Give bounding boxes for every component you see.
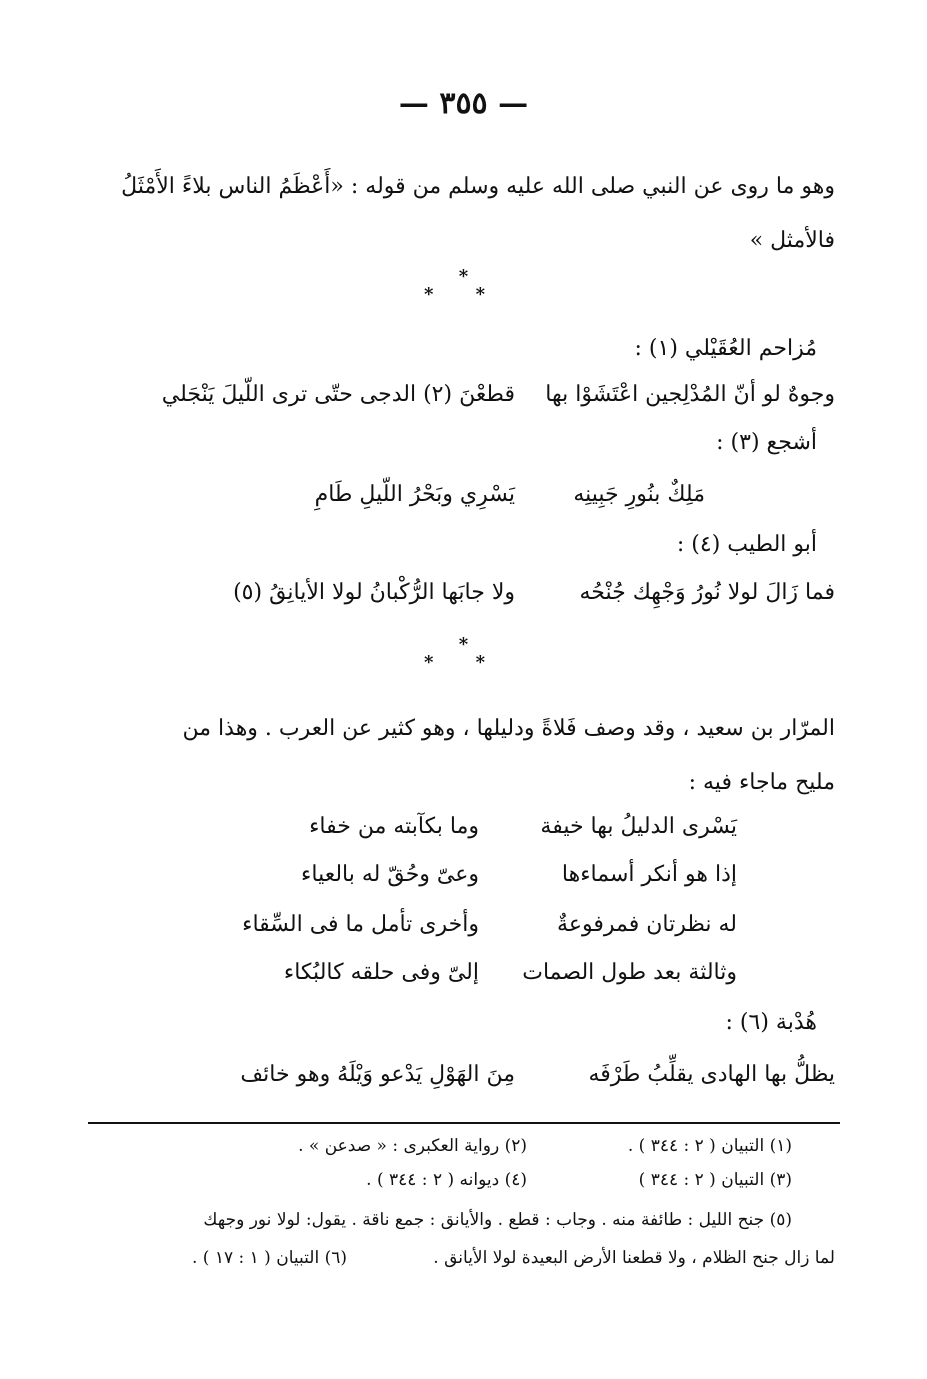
intro-line-2: فالأمثل » [749, 228, 835, 253]
verse-second-hemistich: وعىّ وحُقّ له بالعياء [301, 862, 479, 887]
verse-second-hemistich: ولا جابَها الرُّكْبانُ لولا الأيانِقُ (٥) [233, 580, 515, 605]
verse-first-hemistich: يظلُّ بها الهادى يقلِّبُ طَرْفَه [588, 1062, 835, 1087]
footnote-4: (٤) ديوانه ( ٢ : ٣٤٤ ) . [366, 1170, 527, 1190]
footnote-5-line-2: لما زال جنح الظلام ، ولا قطعنا الأرض البعيدة لولا الأيانق . [433, 1248, 835, 1268]
page-number: — ٣٥٥ — [398, 86, 529, 121]
murrar-line-2: مليح ماجاء فيه : [688, 770, 835, 795]
section-separator-2 [0, 636, 927, 672]
separator-star-top: * [458, 634, 469, 655]
footnote-5-line-1: (٥) جنح الليل : طائفة منه . وجاب : قطع . والأيانق : جمع ناقة . يقول: لولا نور وجهك [203, 1210, 792, 1230]
footnote-6: (٦) التبيان ( ١ : ١٧ ) . [191, 1248, 347, 1268]
poet-heading-ashja: أشجع (٣) : [716, 430, 817, 455]
verse-first-hemistich: له نظرتان فمرفوعةٌ [557, 912, 737, 937]
verse-first-hemistich: مَلِكٌ بنُورِ جَبِينِه [573, 482, 705, 507]
murrar-line-1: المرّار بن سعيد ، وقد وصف فَلاةً ودليلها ، وهو كثير عن العرب . وهذا من [182, 716, 835, 741]
verse-second-hemistich: وما بكآبته من خفاء [309, 814, 479, 839]
verse-first-hemistich: إذا هو أنكر أسماءها [561, 862, 737, 887]
verse-second-hemistich: مِنَ الهَوْلِ يَدْعو وَيْلَهُ وهو خائف [240, 1062, 515, 1087]
footnote-divider [88, 1122, 840, 1124]
verse-first-hemistich: وثالثة بعد طول الصمات [522, 960, 737, 985]
verse-second-hemistich: يَسْرِي وبَحْرُ اللّيلِ طَامِ [314, 482, 515, 507]
verse-first-hemistich: فما زَالَ لولا نُورُ وَجْهِك جُنْحُه [579, 580, 835, 605]
poet-heading-hudba: هُدْبة (٦) : [725, 1010, 817, 1035]
section-separator-1 [0, 268, 927, 304]
verse-first-hemistich: وجوهٌ لو أنّ المُدْلِجين اعْتَشَوْا بها [545, 382, 835, 407]
poet-heading-abu-al-tayyib: أبو الطيب (٤) : [676, 532, 817, 557]
separator-stars-bottom: * * [423, 284, 504, 305]
intro-paragraph [90, 160, 835, 268]
separator-stars-bottom: * * [423, 652, 504, 673]
verse-second-hemistich: وأخرى تأمل ما فى السِّقاء [242, 912, 479, 937]
footnote-3: (٣) التبيان ( ٢ : ٣٤٤ ) [638, 1170, 792, 1190]
footnote-2: (٢) رواية العكبرى : « صدعن » . [298, 1136, 527, 1156]
verse-second-hemistich: قطعْنَ (٢) الدجى حتّى ترى اللّيلَ يَنْجَلي [161, 382, 515, 407]
intro-line-1: وهو ما روى عن النبي صلى الله عليه وسلم من قوله : «أَعْظَمُ الناس بلاءً الأَمْثَلُ [121, 174, 835, 199]
footnote-1: (١) التبيان ( ٢ : ٣٤٤ ) . [627, 1136, 792, 1156]
verse-first-hemistich: يَسْرى الدليلُ بها خيفة [540, 814, 737, 839]
poet-heading-muzahim: مُزاحم العُقَيْلي (١) : [634, 336, 817, 361]
separator-star-top: * [458, 266, 469, 287]
verse-second-hemistich: إلىّ وفى حلقه كالبُكاء [283, 960, 479, 985]
murrar-paragraph [90, 702, 835, 810]
